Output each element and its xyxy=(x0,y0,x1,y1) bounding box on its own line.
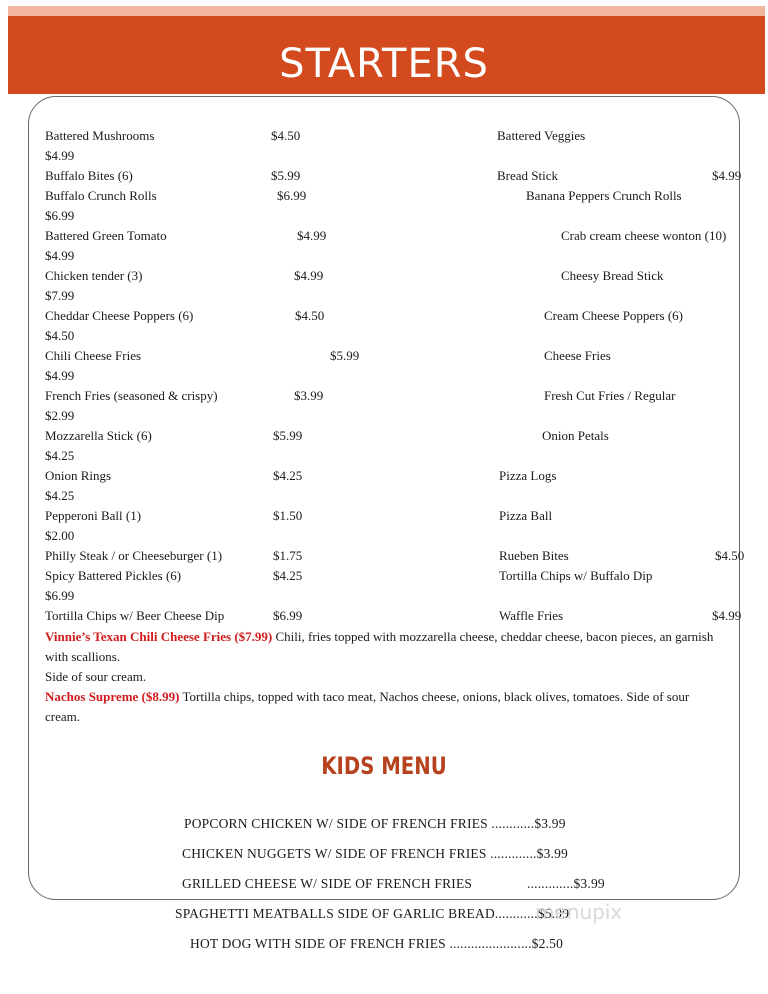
starter-item-price: $6.99 xyxy=(273,608,303,623)
starter-item-name: Waffle Fries xyxy=(499,608,564,623)
starter-item-price: $1.75 xyxy=(273,548,303,563)
starter-item-price: $4.99 xyxy=(45,368,75,383)
starter-item-price: $6.99 xyxy=(45,208,75,223)
starter-item-price: $5.99 xyxy=(271,168,301,183)
starter-item-price: $4.50 xyxy=(45,328,75,343)
starter-item-price: $6.99 xyxy=(45,588,75,603)
starter-item-name: Cheddar Cheese Poppers (6) xyxy=(45,308,194,323)
special-name: Nachos Supreme ($8.99) xyxy=(45,689,180,704)
special-item xyxy=(45,627,725,687)
starter-item-price: $4.99 xyxy=(297,228,327,243)
starter-item-price: $4.25 xyxy=(45,448,75,463)
starter-item-name: Spicy Battered Pickles (6) xyxy=(45,568,182,583)
kids-menu-item: SPAGHETTI MEATBALLS SIDE OF GARLIC BREAD............$5.99 xyxy=(175,906,570,921)
starter-item-name: Onion Petals xyxy=(542,428,609,443)
kids-menu-item: .............$3.99 xyxy=(527,876,605,891)
starter-item-price: $6.99 xyxy=(277,188,307,203)
kids-menu-item: POPCORN CHICKEN W/ SIDE OF FRENCH FRIES ............$3.99 xyxy=(184,816,566,831)
kids-menu-item: HOT DOG WITH SIDE OF FRENCH FRIES .......................$2.50 xyxy=(190,936,564,951)
starter-item-price: $4.50 xyxy=(715,548,745,563)
special-name: Vinnie’s Texan Chili Cheese Fries ($7.99) xyxy=(45,629,273,644)
starter-item-price: $5.99 xyxy=(273,428,303,443)
starter-item-price: $3.99 xyxy=(294,388,324,403)
watermark: menupix xyxy=(535,900,623,924)
starter-item-name: Pizza Logs xyxy=(499,468,557,483)
special-note: Side of sour cream. xyxy=(45,669,147,684)
starter-item-price: $4.99 xyxy=(294,268,324,283)
starter-item-price: $4.99 xyxy=(712,608,742,623)
starter-item-price: $4.25 xyxy=(273,468,303,483)
starter-item-price: $2.00 xyxy=(45,528,75,543)
starter-item-name: Philly Steak / or Cheeseburger (1) xyxy=(45,548,223,563)
starter-item-name: Tortilla Chips w/ Beer Cheese Dip xyxy=(45,608,225,623)
starter-item-name: Battered Mushrooms xyxy=(45,128,155,143)
starter-item-name: Battered Veggies xyxy=(497,128,586,143)
starter-item-name: Battered Green Tomato xyxy=(45,228,167,243)
starter-item-name: Onion Rings xyxy=(45,468,112,483)
starter-item-name: Chili Cheese Fries xyxy=(45,348,142,363)
starter-item-price: $1.50 xyxy=(273,508,303,523)
starter-item-price: $2.99 xyxy=(45,408,75,423)
starter-item-name: Cheesy Bread Stick xyxy=(561,268,664,283)
starter-item-price: $4.25 xyxy=(45,488,75,503)
starter-item-price: $4.99 xyxy=(45,148,75,163)
starter-item-name: Chicken tender (3) xyxy=(45,268,143,283)
starter-item-name: Pizza Ball xyxy=(499,508,553,523)
kids-menu-item: GRILLED CHEESE W/ SIDE OF FRENCH FRIES xyxy=(182,876,473,891)
starter-item-name: Buffalo Crunch Rolls xyxy=(45,188,157,203)
special-desc: Chili, fries topped with mozzarella cheese, cheddar cheese, bacon pieces, an garnish with scallions. xyxy=(45,629,714,664)
starter-item-name: Cream Cheese Poppers (6) xyxy=(544,308,683,323)
top-accent-stripe xyxy=(8,6,765,16)
kids-menu-title: KIDS MENU xyxy=(321,752,447,780)
starter-item-name: Pepperoni Ball (1) xyxy=(45,508,142,523)
starter-item-name: Buffalo Bites (6) xyxy=(45,168,133,183)
starter-item-name: Rueben Bites xyxy=(499,548,569,563)
starter-item-name: French Fries (seasoned & crispy) xyxy=(45,388,218,403)
starter-item-name: Mozzarella Stick (6) xyxy=(45,428,152,443)
starter-item-price: $4.50 xyxy=(295,308,325,323)
starter-item-price: $4.99 xyxy=(45,248,75,263)
starter-item-name: Tortilla Chips w/ Buffalo Dip xyxy=(499,568,653,583)
special-item xyxy=(45,687,725,727)
starter-item-name: Crab cream cheese wonton (10) xyxy=(561,228,727,243)
special-desc: Tortilla chips, topped with taco meat, Nachos cheese, onions, black olives, tomatoes. Side of sour cream. xyxy=(45,689,690,724)
starter-item-price: $5.99 xyxy=(330,348,360,363)
starters-title: STARTERS xyxy=(279,41,489,87)
starter-item-price: $4.25 xyxy=(273,568,303,583)
starter-item-name: Fresh Cut Fries / Regular xyxy=(544,388,676,403)
starter-item-name: Banana Peppers Crunch Rolls xyxy=(526,188,682,203)
starter-item-price: $4.50 xyxy=(271,128,301,143)
starter-item-price: $4.99 xyxy=(712,168,742,183)
kids-menu-item: CHICKEN NUGGETS W/ SIDE OF FRENCH FRIES .............$3.99 xyxy=(182,846,569,861)
starter-item-name: Bread Stick xyxy=(497,168,559,183)
starter-item-name: Cheese Fries xyxy=(544,348,611,363)
starter-item-price: $7.99 xyxy=(45,288,75,303)
